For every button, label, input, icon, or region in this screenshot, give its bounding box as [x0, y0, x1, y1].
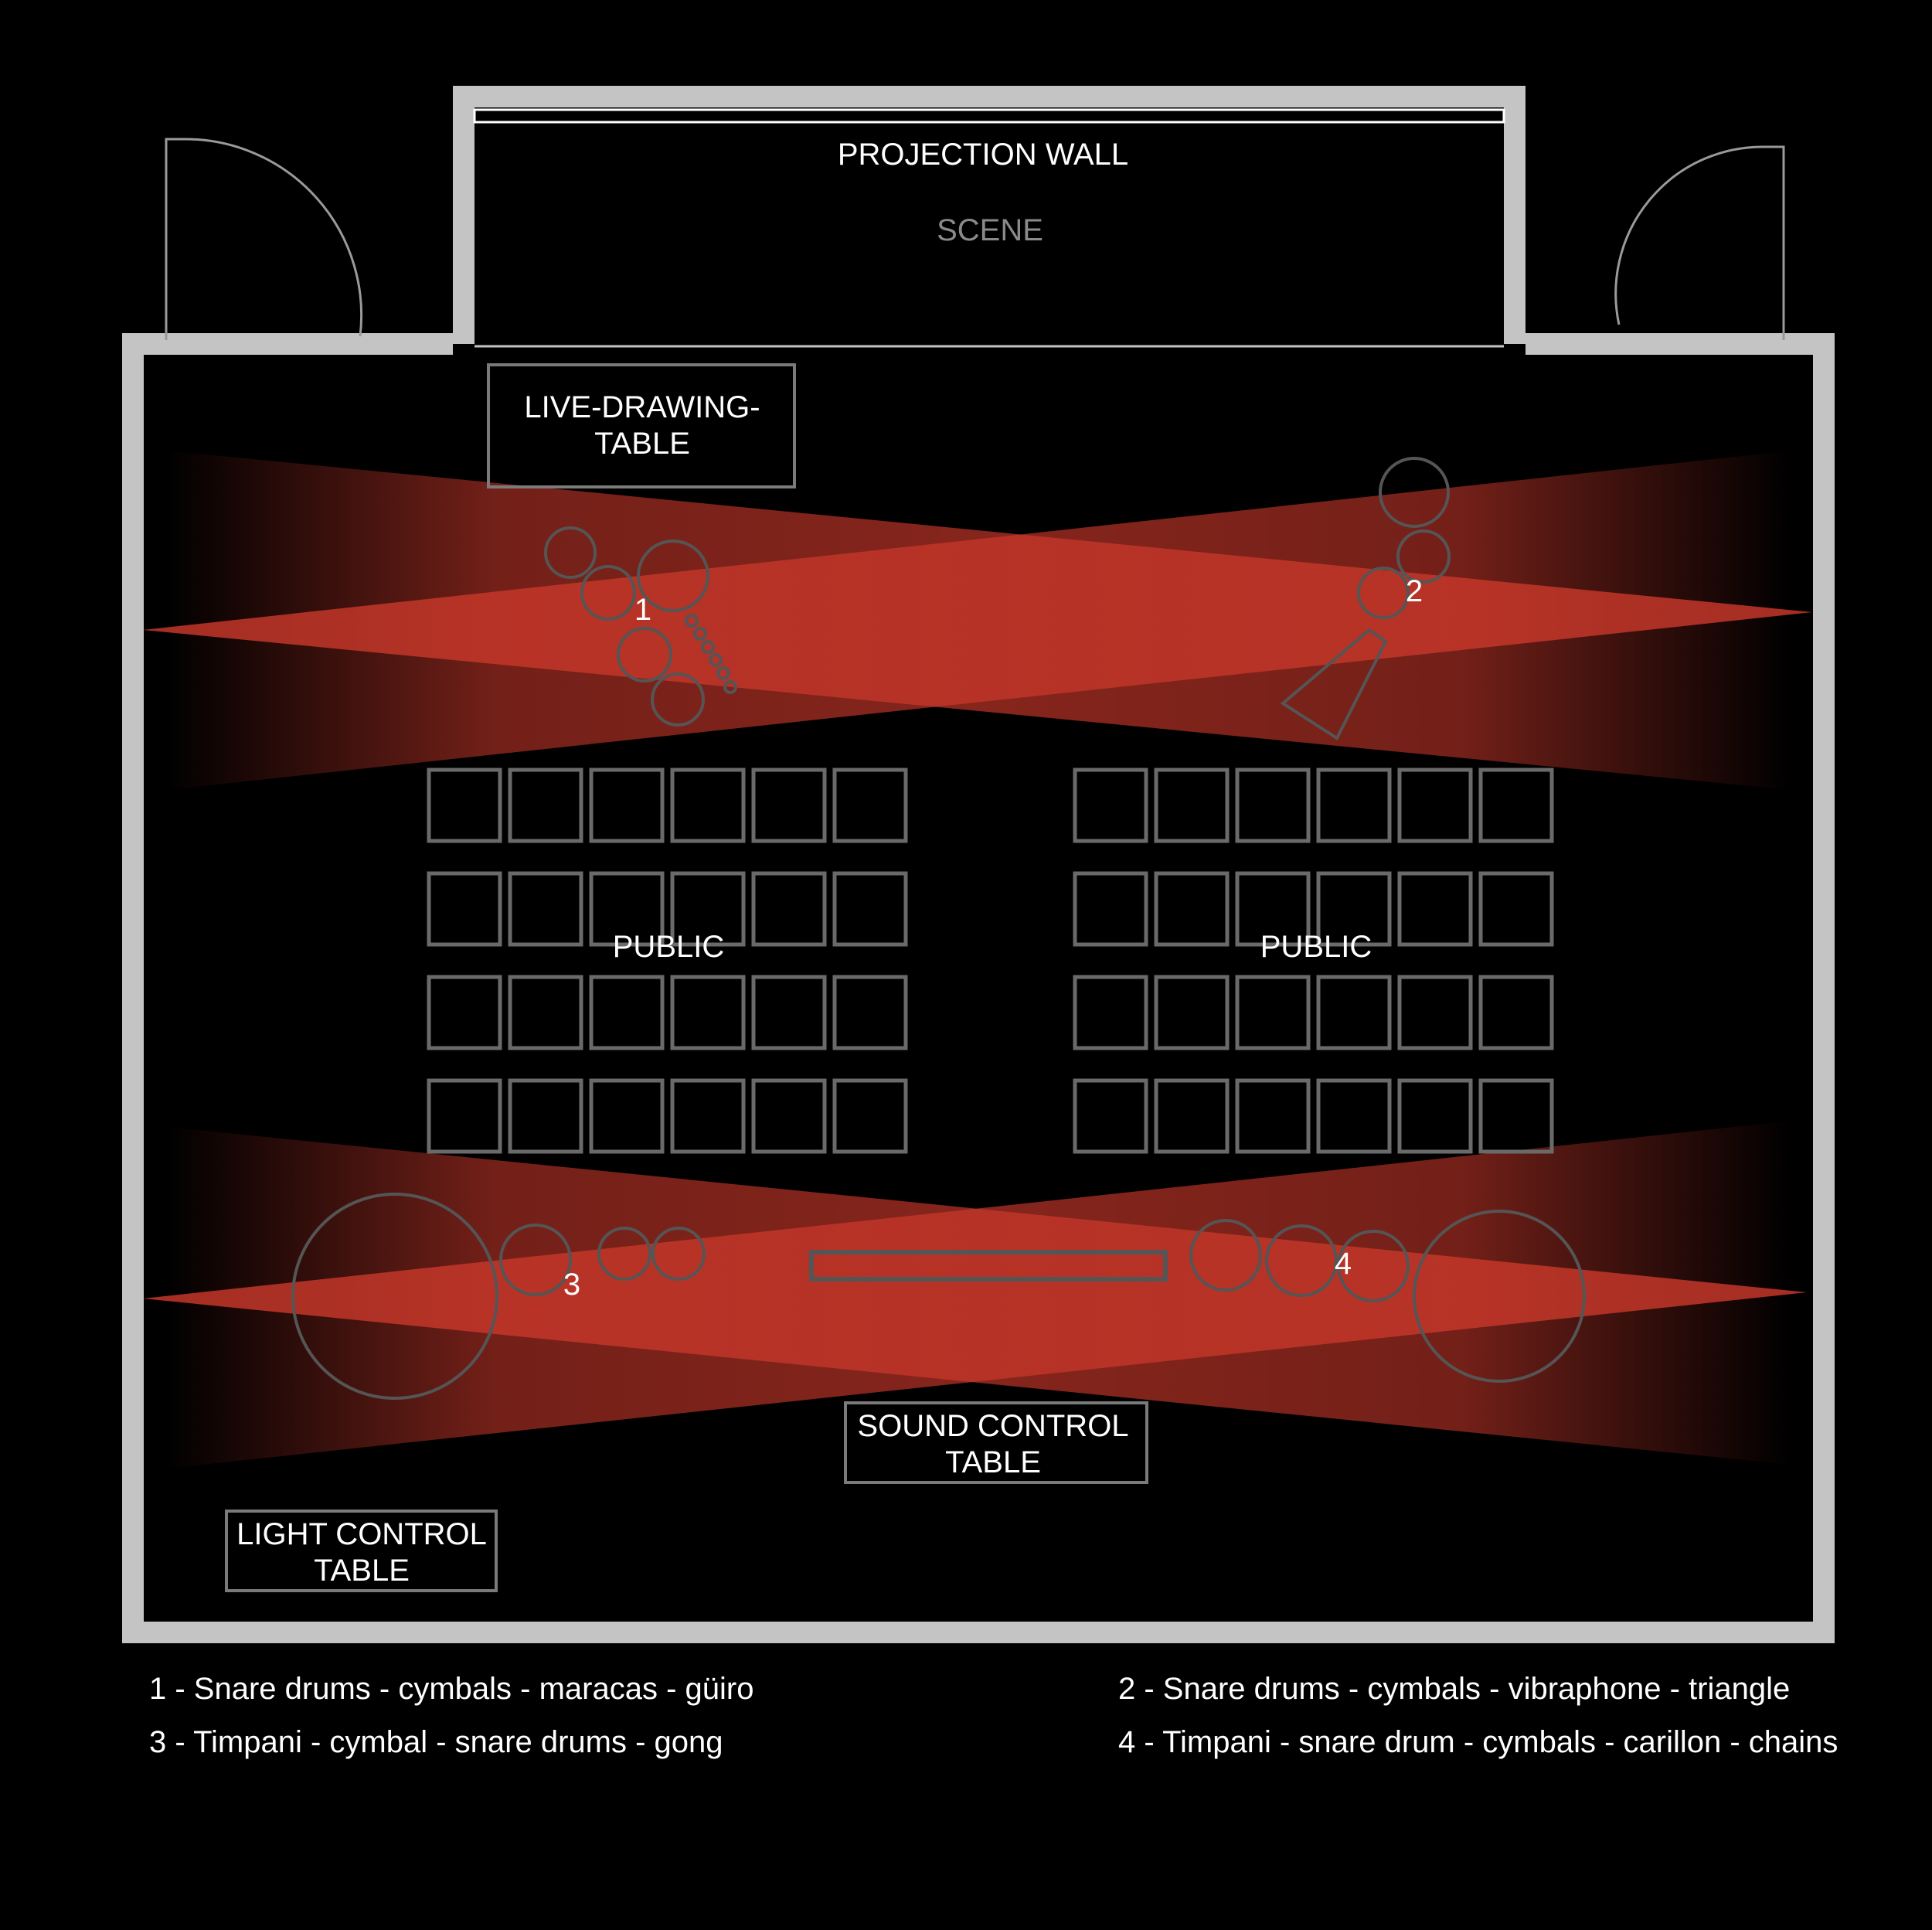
- left-door-icon: [166, 139, 362, 340]
- station-number-2: 2: [1405, 574, 1423, 608]
- seat: [429, 977, 500, 1048]
- seat: [1481, 1081, 1552, 1152]
- sound-control-table-label: TABLE: [945, 1445, 1041, 1479]
- seat: [591, 977, 662, 1048]
- seat: [753, 977, 825, 1048]
- scene-label: SCENE: [937, 213, 1043, 247]
- public-right-label: PUBLIC: [1260, 930, 1372, 964]
- seat: [591, 1081, 662, 1152]
- seat: [1318, 977, 1389, 1048]
- seat: [510, 1081, 581, 1152]
- public-left-label: PUBLIC: [612, 930, 725, 964]
- legend-station-3: 3 - Timpani - cymbal - snare drums - gong: [149, 1725, 723, 1759]
- seat: [835, 977, 906, 1048]
- station-number-4: 4: [1334, 1247, 1352, 1281]
- light-control-table-label: LIGHT CONTROL: [236, 1517, 487, 1551]
- screen-frame: [474, 110, 1504, 122]
- seat: [672, 1081, 743, 1152]
- seat: [591, 770, 662, 841]
- seat: [1400, 873, 1471, 945]
- live-drawing-table-label: LIVE-DRAWING-: [524, 390, 760, 424]
- seat: [1481, 977, 1552, 1048]
- seat: [1400, 770, 1471, 841]
- seat: [1156, 977, 1227, 1048]
- seat: [1075, 977, 1146, 1048]
- seat: [429, 873, 500, 945]
- seat: [753, 1081, 825, 1152]
- seat: [1318, 1081, 1389, 1152]
- seat: [672, 977, 743, 1048]
- seat: [835, 1081, 906, 1152]
- live-drawing-table: [488, 365, 794, 487]
- seat: [1075, 873, 1146, 945]
- seat: [835, 873, 906, 945]
- projection-wall-label: PROJECTION WALL: [837, 138, 1129, 172]
- seat: [1156, 873, 1227, 945]
- seat: [753, 770, 825, 841]
- legend-station-1: 1 - Snare drums - cymbals - maracas - güiro: [149, 1672, 754, 1706]
- light-beams: [143, 451, 1812, 1469]
- seat: [672, 770, 743, 841]
- seat: [429, 1081, 500, 1152]
- seat: [1237, 1081, 1308, 1152]
- seat: [1400, 1081, 1471, 1152]
- legend-station-4: 4 - Timpani - snare drum - cymbals - carillon - chains: [1118, 1725, 1838, 1759]
- seat: [429, 770, 500, 841]
- seat: [1481, 873, 1552, 945]
- seat: [753, 873, 825, 945]
- seat: [1237, 770, 1308, 841]
- seat: [1156, 1081, 1227, 1152]
- seat: [510, 977, 581, 1048]
- station-number-1: 1: [634, 593, 652, 627]
- seat: [1156, 770, 1227, 841]
- seat: [1075, 1081, 1146, 1152]
- live-drawing-table-label: TABLE: [594, 427, 690, 461]
- seat: [1318, 770, 1389, 841]
- right-door-icon: [1616, 147, 1784, 340]
- legend-station-2: 2 - Snare drums - cymbals - vibraphone - triangle: [1118, 1672, 1791, 1706]
- seat: [1237, 977, 1308, 1048]
- light-control-table-label: TABLE: [314, 1554, 410, 1588]
- seat: [1481, 770, 1552, 841]
- seat: [510, 873, 581, 945]
- seat: [510, 770, 581, 841]
- station-number-3: 3: [563, 1268, 581, 1302]
- seat: [1400, 977, 1471, 1048]
- sound-control-table-label: SOUND CONTROL: [857, 1409, 1129, 1443]
- seat: [835, 770, 906, 841]
- seat: [1075, 770, 1146, 841]
